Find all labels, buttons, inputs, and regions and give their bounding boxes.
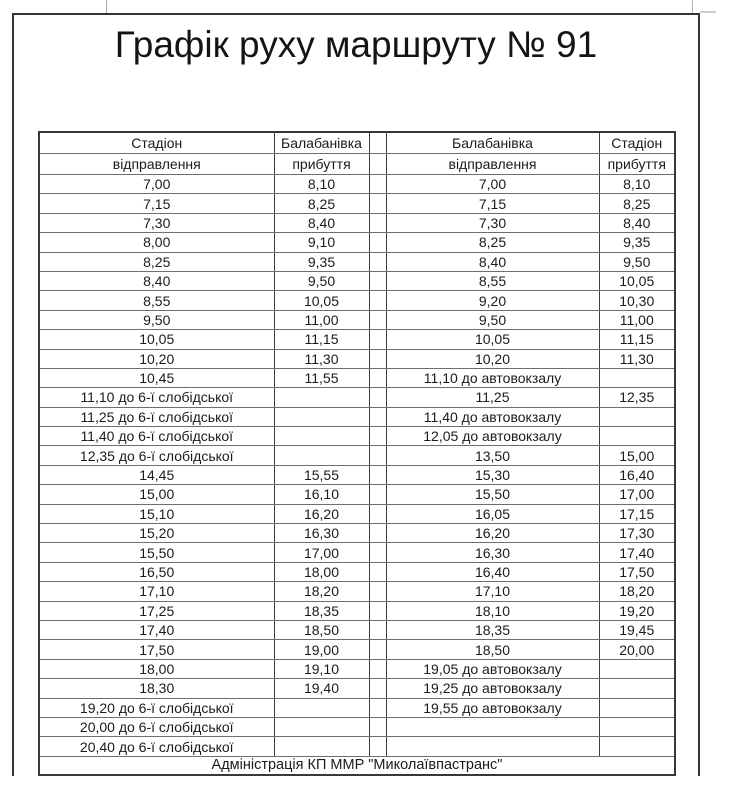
schedule-cell: 18,50 (386, 640, 599, 659)
separator-cell (369, 330, 386, 349)
table-row (39, 582, 675, 601)
schedule-cell: 8,40 (386, 252, 599, 271)
window-edge-artifact-right (692, 0, 693, 14)
separator-cell (369, 485, 386, 504)
schedule-cell (599, 407, 675, 426)
separator-cell (369, 620, 386, 639)
separator-cell (369, 582, 386, 601)
schedule-footer (39, 756, 675, 775)
schedule-cell: 8,10 (274, 175, 369, 194)
schedule-cell: 20,00 до 6-ї слобідської (39, 717, 274, 736)
schedule-cell: 8,25 (599, 194, 675, 213)
table-row (39, 562, 675, 581)
column-header-cell: прибуття (274, 154, 369, 175)
schedule-cell: 11,30 (599, 349, 675, 368)
schedule-cell: 10,45 (39, 368, 274, 387)
column-header-cell: відправлення (39, 154, 274, 175)
table-row (39, 233, 675, 252)
schedule-cell: 16,05 (386, 504, 599, 523)
table-row (39, 349, 675, 368)
schedule-cell: 11,15 (599, 330, 675, 349)
separator-cell (369, 407, 386, 426)
schedule-cell: 12,05 до автовокзалу (386, 427, 599, 446)
schedule-cell: 7,15 (386, 194, 599, 213)
table-row (39, 252, 675, 271)
separator-cell (369, 194, 386, 213)
schedule-cell: 12,35 до 6-ї слобідської (39, 446, 274, 465)
schedule-cell: 16,20 (386, 524, 599, 543)
schedule-cell: 19,25 до автовокзалу (386, 679, 599, 698)
column-header-cell: прибуття (599, 154, 675, 175)
schedule-cell: 15,30 (386, 465, 599, 484)
separator-cell (369, 175, 386, 194)
schedule-cell: 15,10 (39, 504, 274, 523)
table-row (39, 698, 675, 717)
table-row (39, 407, 675, 426)
schedule-cell: 10,20 (39, 349, 274, 368)
schedule-cell: 8,40 (39, 271, 274, 290)
schedule-cell: 17,50 (39, 640, 274, 659)
schedule-cell: 14,45 (39, 465, 274, 484)
schedule-cell: 11,00 (599, 310, 675, 329)
schedule-cell: 8,25 (274, 194, 369, 213)
table-row (39, 485, 675, 504)
schedule-cell: 19,00 (274, 640, 369, 659)
schedule-cell: 7,30 (386, 213, 599, 232)
column-header-cell: Стадіон (39, 132, 274, 154)
table-row (39, 717, 675, 736)
schedule-cell: 11,25 (386, 388, 599, 407)
schedule-cell: 17,40 (599, 543, 675, 562)
schedule-table (38, 131, 676, 776)
table-row (39, 640, 675, 659)
schedule-cell: 17,25 (39, 601, 274, 620)
schedule-cell: 17,10 (386, 582, 599, 601)
column-header-cell: Стадіон (599, 132, 675, 154)
schedule-cell: 17,00 (274, 543, 369, 562)
schedule-cell: 17,40 (39, 620, 274, 639)
schedule-cell: 17,00 (599, 485, 675, 504)
schedule-cell: 11,55 (274, 368, 369, 387)
schedule-cell: 9,35 (599, 233, 675, 252)
schedule-cell: 7,00 (39, 175, 274, 194)
separator-cell (369, 504, 386, 523)
separator-cell (369, 271, 386, 290)
schedule-cell: 8,55 (386, 271, 599, 290)
separator-cell (369, 659, 386, 678)
schedule-cell (274, 407, 369, 426)
table-row (39, 465, 675, 484)
schedule-cell: 19,40 (274, 679, 369, 698)
schedule-cell (599, 737, 675, 756)
schedule-cell: 18,35 (274, 601, 369, 620)
separator-cell (369, 698, 386, 717)
schedule-cell: 16,30 (274, 524, 369, 543)
schedule-cell: 15,00 (39, 485, 274, 504)
admin-footer-cell: Адміністрація КП ММР "Миколаївпастранс" (39, 756, 675, 775)
schedule-cell (599, 368, 675, 387)
schedule-cell: 20,00 (599, 640, 675, 659)
schedule-cell: 11,10 до 6-ї слобідської (39, 388, 274, 407)
schedule-cell: 16,40 (386, 562, 599, 581)
schedule-document (12, 13, 700, 776)
table-row (39, 679, 675, 698)
schedule-cell: 19,45 (599, 620, 675, 639)
separator-cell (369, 132, 386, 154)
schedule-body (39, 175, 675, 757)
table-row (39, 194, 675, 213)
header-row (39, 154, 675, 175)
schedule-cell: 19,20 до 6-ї слобідської (39, 698, 274, 717)
schedule-cell: 7,30 (39, 213, 274, 232)
separator-cell (369, 737, 386, 756)
table-row (39, 291, 675, 310)
separator-cell (369, 465, 386, 484)
schedule-cell: 10,20 (386, 349, 599, 368)
schedule-cell: 9,35 (274, 252, 369, 271)
schedule-cell: 10,30 (599, 291, 675, 310)
schedule-cell: 11,00 (274, 310, 369, 329)
table-row (39, 524, 675, 543)
table-row (39, 271, 675, 290)
schedule-cell (274, 446, 369, 465)
schedule-cell: 16,10 (274, 485, 369, 504)
schedule-cell: 16,40 (599, 465, 675, 484)
schedule-cell: 12,35 (599, 388, 675, 407)
schedule-cell (386, 737, 599, 756)
separator-cell (369, 543, 386, 562)
schedule-cell: 17,30 (599, 524, 675, 543)
schedule-cell: 10,05 (386, 330, 599, 349)
schedule-cell (274, 388, 369, 407)
schedule-cell (274, 737, 369, 756)
column-header-cell: Балабанівка (274, 132, 369, 154)
schedule-cell: 18,20 (274, 582, 369, 601)
schedule-cell: 9,50 (39, 310, 274, 329)
separator-cell (369, 213, 386, 232)
schedule-cell (599, 679, 675, 698)
schedule-cell (599, 698, 675, 717)
separator-cell (369, 154, 386, 175)
separator-cell (369, 640, 386, 659)
schedule-cell: 7,15 (39, 194, 274, 213)
schedule-cell: 15,55 (274, 465, 369, 484)
schedule-cell: 18,35 (386, 620, 599, 639)
schedule-cell: 15,50 (386, 485, 599, 504)
schedule-cell: 19,55 до автовокзалу (386, 698, 599, 717)
schedule-cell: 17,10 (39, 582, 274, 601)
table-row (39, 543, 675, 562)
schedule-cell: 18,00 (274, 562, 369, 581)
column-header-cell: Балабанівка (386, 132, 599, 154)
separator-cell (369, 601, 386, 620)
schedule-cell: 9,50 (386, 310, 599, 329)
table-row (39, 213, 675, 232)
column-header-cell: відправлення (386, 154, 599, 175)
schedule-cell: 18,50 (274, 620, 369, 639)
schedule-cell (599, 427, 675, 446)
separator-cell (369, 233, 386, 252)
separator-cell (369, 427, 386, 446)
separator-cell (369, 446, 386, 465)
schedule-cell: 16,30 (386, 543, 599, 562)
table-row (39, 175, 675, 194)
table-row (39, 388, 675, 407)
schedule-cell: 11,40 до 6-ї слобідської (39, 427, 274, 446)
schedule-cell: 10,05 (274, 291, 369, 310)
schedule-cell: 9,50 (274, 271, 369, 290)
table-row (39, 659, 675, 678)
separator-cell (369, 388, 386, 407)
schedule-cell: 19,20 (599, 601, 675, 620)
schedule-cell: 15,20 (39, 524, 274, 543)
schedule-cell: 9,10 (274, 233, 369, 252)
separator-cell (369, 349, 386, 368)
schedule-cell: 8,00 (39, 233, 274, 252)
schedule-cell: 18,20 (599, 582, 675, 601)
schedule-cell: 17,15 (599, 504, 675, 523)
window-edge-artifact-left (106, 0, 107, 14)
table-row (39, 368, 675, 387)
schedule-cell: 11,30 (274, 349, 369, 368)
schedule-cell: 9,50 (599, 252, 675, 271)
table-row (39, 737, 675, 756)
schedule-cell: 7,00 (386, 175, 599, 194)
window-edge-artifact-horizontal (700, 11, 716, 13)
schedule-cell: 13,50 (386, 446, 599, 465)
schedule-cell (274, 427, 369, 446)
separator-cell (369, 562, 386, 581)
schedule-cell: 8,10 (599, 175, 675, 194)
table-row (39, 427, 675, 446)
schedule-header (39, 132, 675, 175)
table-row (39, 446, 675, 465)
page-title: Графік руху маршруту № 91 (114, 24, 598, 65)
schedule-cell: 18,10 (386, 601, 599, 620)
separator-cell (369, 717, 386, 736)
header-row (39, 132, 675, 154)
footer-row (39, 756, 675, 775)
schedule-cell: 11,40 до автовокзалу (386, 407, 599, 426)
schedule-cell: 16,20 (274, 504, 369, 523)
schedule-cell: 8,55 (39, 291, 274, 310)
schedule-cell (386, 717, 599, 736)
table-row (39, 601, 675, 620)
schedule-cell: 18,00 (39, 659, 274, 678)
separator-cell (369, 679, 386, 698)
separator-cell (369, 524, 386, 543)
schedule-cell: 8,25 (386, 233, 599, 252)
schedule-cell: 19,10 (274, 659, 369, 678)
schedule-cell (274, 698, 369, 717)
schedule-cell: 9,20 (386, 291, 599, 310)
schedule-cell: 15,00 (599, 446, 675, 465)
schedule-cell: 10,05 (599, 271, 675, 290)
table-row (39, 330, 675, 349)
schedule-cell: 8,25 (39, 252, 274, 271)
separator-cell (369, 310, 386, 329)
separator-cell (369, 252, 386, 271)
schedule-cell: 19,05 до автовокзалу (386, 659, 599, 678)
schedule-cell (274, 717, 369, 736)
schedule-cell: 18,30 (39, 679, 274, 698)
table-row (39, 620, 675, 639)
schedule-cell: 17,50 (599, 562, 675, 581)
schedule-cell: 11,25 до 6-ї слобідської (39, 407, 274, 426)
schedule-cell (599, 717, 675, 736)
table-row (39, 310, 675, 329)
schedule-cell: 11,10 до автовокзалу (386, 368, 599, 387)
schedule-cell: 8,40 (599, 213, 675, 232)
schedule-cell: 20,40 до 6-ї слобідської (39, 737, 274, 756)
schedule-cell: 16,50 (39, 562, 274, 581)
separator-cell (369, 291, 386, 310)
schedule-cell: 15,50 (39, 543, 274, 562)
schedule-cell: 10,05 (39, 330, 274, 349)
table-row (39, 504, 675, 523)
separator-cell (369, 368, 386, 387)
schedule-cell: 11,15 (274, 330, 369, 349)
schedule-cell (599, 659, 675, 678)
schedule-cell: 8,40 (274, 213, 369, 232)
